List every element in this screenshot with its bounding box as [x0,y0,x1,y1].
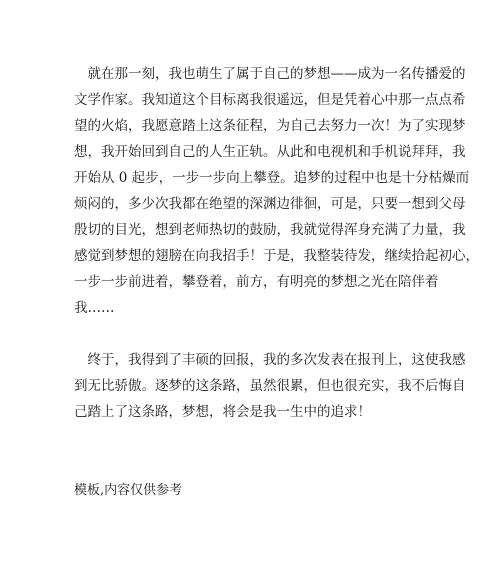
template-disclaimer: 模板,内容仅供参考 [74,483,183,498]
text-line: 望的火焰，我愿意踏上这条征程，为自己去努力一次！为了实现梦 [74,118,466,134]
text-line: 终于，我得到了丰硕的回报，我的多次发表在报刊上，这使我感 [74,352,466,368]
text-line: 感觉到梦想的翅膀在向我招手！于是，我整装待发，继续拾起初心， [74,248,479,264]
paragraph-reward [74,347,466,425]
text-line: 就在那一刻，我也萌生了属于自己的梦想——成为一名传播爱的 [74,66,466,82]
text-line: 想，我开始回到自己的人生正轨。从此和电视机和手机说拜拜，我 [74,144,466,160]
text-line: 己踏上了这条路，梦想，将会是我一生中的追求！ [74,404,371,420]
paragraph-dream [74,61,479,321]
text-line: 开始从 0 起步，一步一步向上攀登。追梦的过程中也是十分枯燥而 [74,170,470,186]
text-line: 殷切的目光，想到老师热切的鼓励，我就觉得浑身充满了力量，我 [74,222,466,238]
text-line: 一步一步前进着，攀登着，前方，有明亮的梦想之光在陪伴着 [74,274,439,290]
text-line: 我…… [74,300,115,316]
text-line: 烦闷的，多少次我都在绝望的深渊边徘徊，可是，只要一想到父母 [74,196,466,212]
text-line: 文学作家。我知道这个目标离我很遥远，但是凭着心中那一点点希 [74,92,466,108]
text-line: 到无比骄傲。逐梦的这条路，虽然很累，但也很充实，我不后悔自 [74,378,466,394]
